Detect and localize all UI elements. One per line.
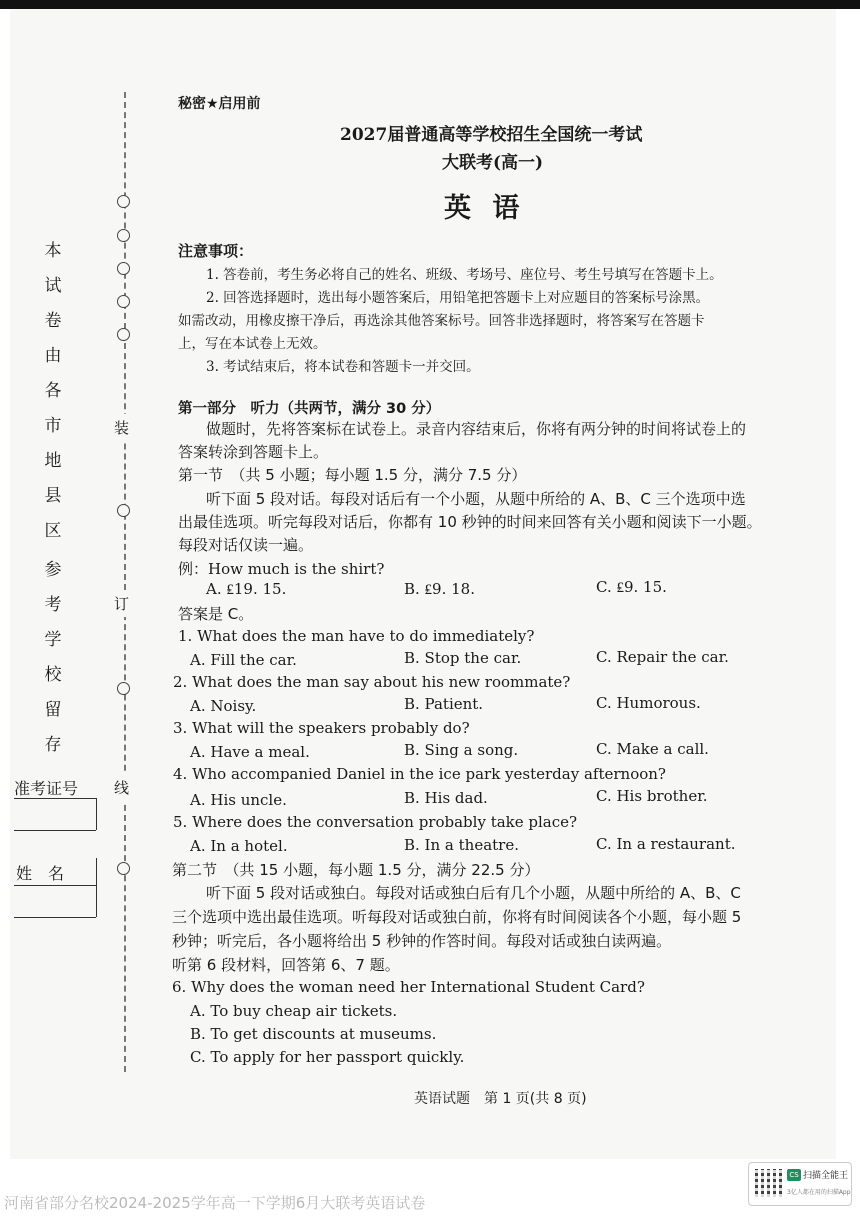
name-label: 姓 名 [16, 864, 65, 883]
binding-vertical-char: 试 [44, 276, 62, 296]
binding-hole [117, 295, 130, 308]
binding-vertical-char: 考 [44, 595, 62, 615]
binding-hole [117, 504, 130, 517]
qr-code-icon [755, 1169, 783, 1197]
material-heading: 听第 6 段材料，回答第 6、7 题。 [172, 956, 400, 974]
option-c: C. In a restaurant. [596, 835, 736, 853]
binding-vertical-char: 县 [44, 486, 62, 506]
subject-title: 英 语 [444, 193, 526, 224]
scan-top-edge [0, 0, 860, 9]
example-question: 例：How much is the shirt? [178, 560, 385, 578]
binding-vertical-char: 市 [44, 416, 62, 436]
option-a: A. Have a meal. [190, 743, 310, 761]
binding-vertical-char: 地 [44, 451, 62, 471]
binding-vertical-char: 参 [44, 560, 62, 580]
binding-vertical-char: 由 [44, 346, 62, 366]
option-a: A. To buy cheap air tickets. [190, 1002, 398, 1020]
notice-item: 1. 答卷前，考生务必将自己的姓名、班级、考场号、座位号、考生号填写在答题卡上。 [206, 267, 723, 283]
notice-title: 注意事项： [178, 242, 254, 260]
ticket-box-line [14, 830, 96, 831]
exam-subtitle: 大联考(高一) [442, 153, 544, 173]
name-box-line [14, 885, 96, 886]
scanner-title: 扫描全能王 [803, 1171, 849, 1181]
section2-intro: 听下面 5 段对话或独白。每段对话或独白后有几个小题，从题中所给的 A、B、C [206, 884, 741, 902]
section2-heading: 第二节 （共 15 小题，每小题 1.5 分，满分 22.5 分） [172, 861, 540, 879]
confidential-mark: 秘密★启用前 [178, 96, 261, 112]
ticket-number-label: 准考证号 [14, 779, 79, 798]
binding-hole [117, 682, 130, 695]
question-text: 3. What will the speakers probably do? [173, 719, 470, 737]
part1-intro: 做题时，先将答案标在试卷上。录音内容结束后，你将有两分钟的时间将试卷上的 [206, 420, 747, 438]
part1-heading: 第一部分 听力（共两节，满分 30 分） [178, 401, 441, 417]
option-b: B. Patient. [404, 695, 484, 713]
binding-hole [117, 328, 130, 341]
binding-mark-ding: 订 [114, 590, 129, 617]
option-c: C. His brother. [596, 787, 708, 805]
name-box-line [96, 858, 97, 917]
notice-item: 2. 回答选择题时，选出每小题答案后，用铅笔把答题卡上对应题目的答案标号涂黑。 [206, 290, 710, 306]
exam-title: 2027届普通高等学校招生全国统一考试 [340, 125, 643, 145]
binding-vertical-char: 卷 [44, 311, 62, 331]
ticket-box-line [96, 798, 97, 830]
binding-hole [117, 229, 130, 242]
scanner-subtitle: 3亿人都在用的扫描App [787, 1189, 851, 1196]
camscanner-logo-icon: CS [787, 1169, 801, 1181]
section1-intro: 出最佳选项。听完每段对话后，你都有 10 秒钟的时间来回答有关小题和阅读下一小题。 [178, 513, 762, 531]
example-option: C. ₤9. 15. [596, 578, 667, 596]
option-a: A. In a hotel. [190, 837, 288, 855]
binding-vertical-char: 各 [44, 381, 62, 401]
name-box-line [14, 917, 96, 918]
option-c: C. Humorous. [596, 694, 701, 712]
section1-intro: 听下面 5 段对话。每段对话后有一个小题，从题中所给的 A、B、C 三个选项中选 [206, 490, 746, 508]
binding-vertical-char: 留 [44, 700, 62, 720]
option-c: C. To apply for her passport quickly. [190, 1048, 465, 1066]
section1-intro: 每段对话仅读一遍。 [178, 536, 314, 554]
question-text: 1. What does the man have to do immediately? [178, 627, 535, 645]
option-b: B. His dad. [404, 789, 488, 807]
question-text: 6. Why does the woman need her International Student Card? [172, 978, 645, 996]
binding-hole [117, 862, 130, 875]
option-c: C. Repair the car. [596, 648, 729, 666]
option-c: C. Make a call. [596, 740, 709, 758]
ticket-box-line [14, 798, 96, 799]
option-b: B. Sing a song. [404, 741, 519, 759]
part1-intro: 答案转涂到答题卡上。 [178, 443, 329, 461]
scanner-badge [748, 1162, 852, 1206]
notice-item: 3. 考试结束后，将本试卷和答题卡一并交回。 [206, 359, 480, 375]
notice-item: 上，写在本试卷上无效。 [178, 336, 327, 352]
option-b: B. To get discounts at museums. [190, 1025, 437, 1043]
example-option: A. ₤19. 15. [206, 580, 287, 598]
question-text: 5. Where does the conversation probably take place? [173, 813, 578, 831]
binding-mark-zhuang: 装 [114, 414, 129, 441]
option-a: A. Fill the car. [190, 651, 297, 669]
section2-intro: 秒钟；听完后，各小题将给出 5 秒钟的作答时间。每段对话或独白读两遍。 [172, 932, 672, 950]
section2-intro: 三个选项中选出最佳选项。听每段对话或独白前，你将有时间阅读各个小题，每小题 5 [172, 908, 742, 926]
option-a: A. His uncle. [190, 791, 287, 809]
question-text: 4. Who accompanied Daniel in the ice park yesterday afternoon? [173, 765, 666, 783]
option-b: B. Stop the car. [404, 649, 522, 667]
binding-hole [117, 262, 130, 275]
example-option: B. ₤9. 18. [404, 580, 475, 598]
question-text: 2. What does the man say about his new roommate? [173, 673, 571, 691]
option-a: A. Noisy. [190, 697, 257, 715]
watermark-text: 河南省部分名校2024-2025学年高一下学期6月大联考英语试卷 [4, 1194, 426, 1212]
page-footer: 英语试题 第 1 页(共 8 页) [414, 1091, 587, 1107]
binding-vertical-char: 学 [44, 630, 62, 650]
notice-item: 如需改动，用橡皮擦干净后，再选涂其他答案标号。回答非选择题时，将答案写在答题卡 [178, 313, 705, 329]
binding-vertical-char: 区 [44, 521, 62, 541]
section1-heading: 第一节 （共 5 小题；每小题 1.5 分，满分 7.5 分） [178, 466, 527, 484]
binding-hole [117, 195, 130, 208]
example-answer: 答案是 C。 [178, 605, 254, 623]
binding-mark-xian: 线 [114, 774, 129, 801]
option-b: B. In a theatre. [404, 836, 519, 854]
binding-vertical-char: 本 [44, 241, 62, 261]
binding-vertical-char: 存 [44, 735, 62, 755]
binding-vertical-char: 校 [44, 665, 62, 685]
